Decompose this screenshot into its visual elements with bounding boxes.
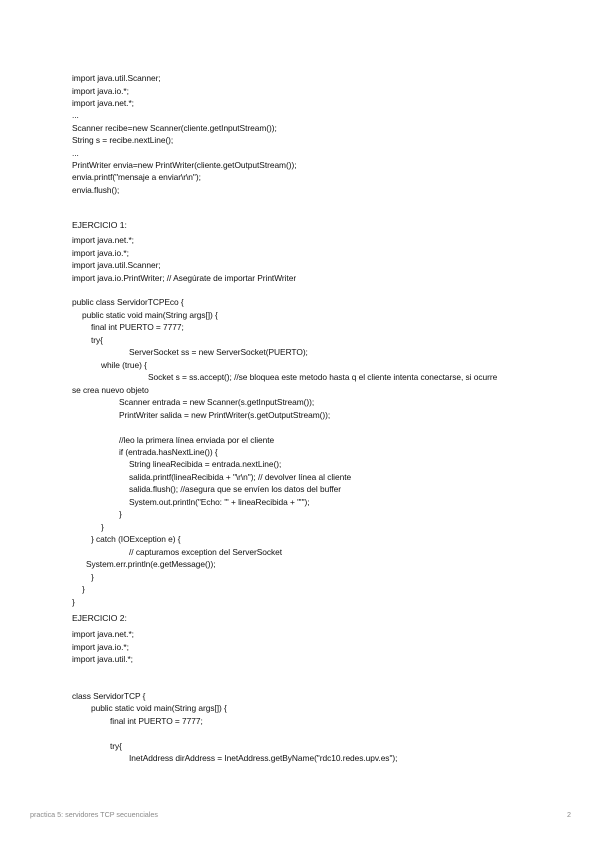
code-line: } (119, 509, 122, 519)
code-line: System.out.println("Echo: '" + lineaRecibida + "'"); (129, 497, 310, 507)
code-line: } (82, 584, 85, 594)
code-line: import java.io.*; (72, 642, 129, 652)
code-line: import java.io.*; (72, 86, 129, 96)
code-line: se crea nuevo objeto (72, 385, 149, 395)
code-line: import java.net.*; (72, 235, 134, 245)
code-line: // capturamos exception del ServerSocket (129, 547, 283, 557)
code-line: } (72, 597, 75, 607)
code-line: import java.util.Scanner; (72, 260, 161, 270)
code-line: final int PUERTO = 7777; (91, 322, 184, 332)
code-line: ... (72, 148, 79, 158)
code-line: Scanner entrada = new Scanner(s.getInputStream()); (119, 397, 315, 407)
code-line: String s = recibe.nextLine(); (72, 135, 174, 145)
code-line: ... (72, 110, 79, 120)
code-line: //leo la primera línea enviada por el cliente (119, 435, 275, 445)
code-line: System.err.println(e.getMessage()); (86, 559, 216, 569)
code-line: Scanner recibe=new Scanner(cliente.getInputStream()); (72, 123, 277, 133)
section-heading: EJERCICIO 2: (72, 613, 127, 623)
code-line: PrintWriter envia=new PrintWriter(cliente.getOutputStream()); (72, 160, 297, 170)
code-line: } (101, 522, 104, 532)
code-line: String lineaRecibida = entrada.nextLine(); (129, 459, 282, 469)
code-line: Socket s = ss.accept(); //se bloquea este metodo hasta q el cliente intenta conectarse, si ocurre (148, 372, 498, 382)
code-line: if (entrada.hasNextLine()) { (119, 447, 218, 457)
code-line: public class ServidorTCPEco { (72, 297, 184, 307)
code-line: public static void main(String args[]) { (91, 703, 227, 713)
code-line: } (91, 572, 94, 582)
code-line: class ServidorTCP { (72, 691, 146, 701)
code-line: import java.util.*; (72, 654, 133, 664)
code-line: while (true) { (101, 360, 147, 370)
section-heading: EJERCICIO 1: (72, 220, 127, 230)
code-line: PrintWriter salida = new PrintWriter(s.getOutputStream()); (119, 410, 331, 420)
code-line: import java.net.*; (72, 629, 134, 639)
code-line: } catch (IOException e) { (91, 534, 181, 544)
code-line: import java.net.*; (72, 98, 134, 108)
code-line: salida.flush(); //asegura que se envíen los datos del buffer (129, 484, 341, 494)
code-line: envia.flush(); (72, 185, 120, 195)
code-line: try{ (91, 335, 103, 345)
code-line: InetAddress dirAddress = InetAddress.getByName("rdc10.redes.upv.es"); (129, 753, 398, 763)
code-line: import java.io.*; (72, 248, 129, 258)
page-number: 2 (567, 810, 571, 819)
code-line: envia.printf("mensaje a enviar\r\n"); (72, 172, 201, 182)
code-line: import java.util.Scanner; (72, 73, 161, 83)
code-line: final int PUERTO = 7777; (110, 716, 203, 726)
code-line: import java.io.PrintWriter; // Asegúrate de importar PrintWriter (72, 273, 297, 283)
code-line: public static void main(String args[]) { (82, 310, 218, 320)
code-line: ServerSocket ss = new ServerSocket(PUERTO); (129, 347, 308, 357)
code-line: try{ (110, 741, 122, 751)
footer-title: practica 5: servidores TCP secuenciales (30, 810, 158, 819)
code-line: salida.printf(lineaRecibida + "\r\n"); // devolver línea al cliente (129, 472, 352, 482)
